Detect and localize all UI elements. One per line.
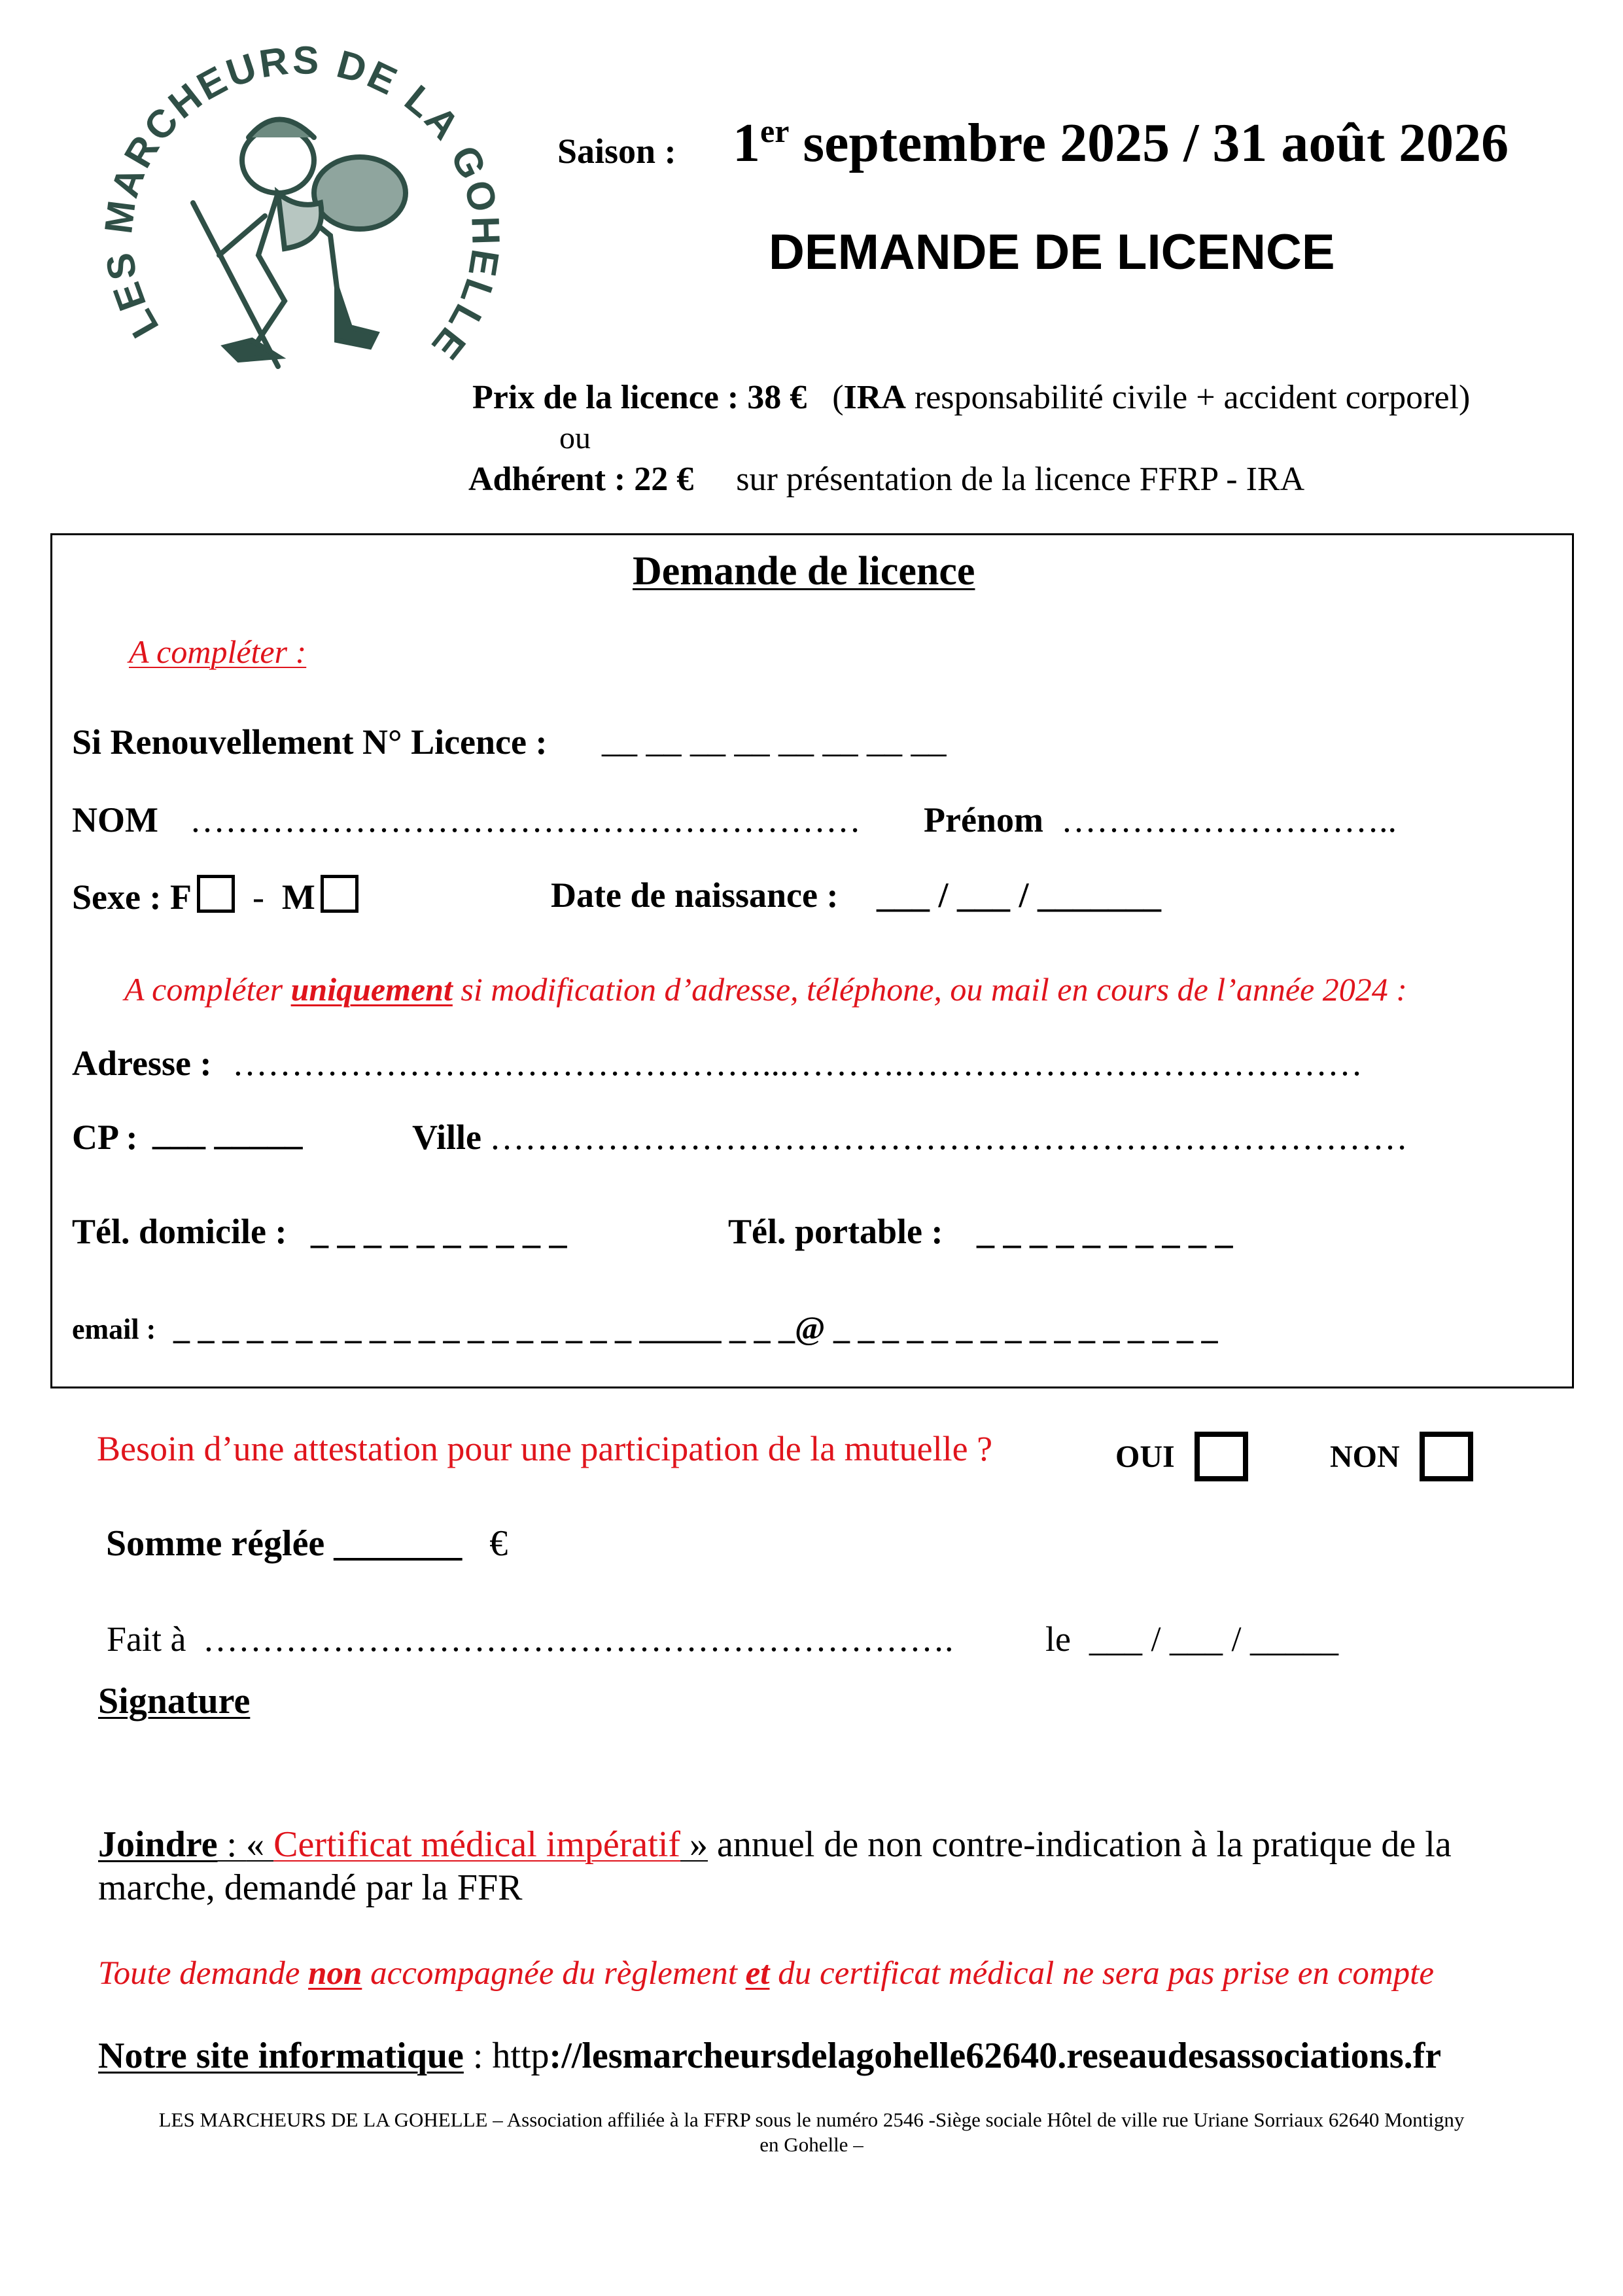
fait-label: Fait à — [107, 1619, 186, 1659]
somme-label: Somme réglée — [106, 1523, 325, 1564]
cp-label: CP : — [72, 1118, 138, 1157]
website-url[interactable]: ://lesmarcheursdelagohelle62640.reseaudesassociations.fr — [549, 2036, 1442, 2076]
logo-text: LES MARCHEURS DE LA GOHELLE — [96, 39, 507, 370]
price-ira: IRA — [843, 379, 906, 416]
fait-field[interactable]: ………………………………………………………. — [203, 1619, 954, 1659]
attestation-question: Besoin d’une attestation pour une participation de la mutuelle ? — [97, 1429, 993, 1468]
website-line — [98, 2035, 1441, 2077]
website-sep: : — [463, 2036, 493, 2076]
season-day: 1 — [733, 113, 760, 173]
non-label: NON — [1330, 1439, 1400, 1474]
renewal-field[interactable]: __ __ __ __ __ __ __ __ — [602, 720, 947, 760]
price-line — [472, 378, 1470, 417]
joindre-rest: annuel de non contre-indication à la pratique de la — [708, 1824, 1452, 1865]
modif-notice — [124, 970, 1407, 1008]
sexe-m-label: M — [281, 877, 315, 917]
oui-option — [1115, 1432, 1248, 1481]
joindre-line2: marche, demandé par la FFR — [98, 1867, 523, 1908]
prenom-label: Prénom — [924, 800, 1043, 839]
non-checkbox[interactable] — [1420, 1432, 1473, 1481]
email-blanks-b: _ _ _ _ _ _ _ _ _ _ _ _ _ _ _ _ — [833, 1309, 1218, 1346]
sexe-row — [72, 875, 358, 917]
season-sup: er — [760, 113, 790, 149]
season-label: Saison : — [557, 132, 676, 171]
price-paren: ( — [832, 379, 844, 416]
joindre-line — [98, 1824, 1452, 1865]
ville-label: Ville — [412, 1118, 481, 1157]
joindre-colon: : — [217, 1824, 247, 1865]
logo — [62, 39, 507, 406]
warning-p2: accompagnée du règlement — [362, 1955, 746, 1992]
cert-text: Certificat médical impératif — [273, 1824, 681, 1865]
joindre-label: Joindre — [98, 1824, 218, 1865]
quote-close: » — [680, 1824, 708, 1865]
warning-p1: Toute demande — [98, 1955, 309, 1992]
warning-non: non — [308, 1955, 362, 1992]
non-option — [1330, 1432, 1473, 1481]
oui-label: OUI — [1115, 1439, 1175, 1474]
warning-et: et — [745, 1955, 770, 1992]
modif-prefix: A compléter — [124, 971, 291, 1008]
footer-line1: LES MARCHEURS DE LA GOHELLE – Association affiliée à la FFRP sous le numéro 2546 -Siège sociale Hôtel de ville rue Uriane Sorriaux 62640 Montigny — [158, 2108, 1465, 2131]
warning-p3: du certificat médical ne sera pas prise en compte — [769, 1955, 1434, 1992]
email-label: email : — [72, 1313, 156, 1345]
modif-suffix: si modification d’adresse, téléphone, ou mail en cours de l’année 2024 : — [452, 971, 1407, 1008]
sexe-label: Sexe : F — [72, 877, 192, 917]
currency: € — [489, 1523, 508, 1564]
somme-field[interactable]: _______ — [334, 1523, 462, 1564]
sexe-f-checkbox[interactable] — [197, 875, 235, 913]
footer-line2: en Gohelle – — [759, 2133, 864, 2156]
member-desc: sur présentation de la licence FFRP - IRA — [736, 461, 1305, 498]
season-rest: septembre 2025 / 31 août 2026 — [803, 113, 1509, 173]
email-blanks-a: _ _ _ _ _ _ _ _ _ _ _ _ _ _ _ _ _ _ _ _____ _ _ _ — [173, 1309, 795, 1346]
tel-port-label: Tél. portable : — [728, 1212, 943, 1251]
website-http: http — [492, 2036, 550, 2076]
quote-open: « — [246, 1824, 274, 1865]
oui-checkbox[interactable] — [1195, 1432, 1248, 1481]
nom-label: NOM — [72, 800, 158, 839]
le-label: le — [1045, 1619, 1071, 1659]
complete-label: A compléter : — [129, 633, 307, 670]
price-label: Prix de la licence : 38 € — [472, 379, 807, 416]
signature-label: Signature — [98, 1681, 251, 1722]
email-field[interactable] — [173, 1309, 1218, 1347]
tel-dom-field[interactable]: _ _ _ _ _ _ _ _ _ _ — [311, 1212, 567, 1251]
date-field[interactable]: ___ / ___ / _____ — [1089, 1619, 1339, 1659]
form-title: Demande de licence — [633, 549, 975, 593]
email-at: @ — [795, 1309, 826, 1346]
hiker-logo-icon — [62, 39, 507, 406]
website-label: Notre site informatique — [98, 2036, 464, 2076]
modif-emph: uniquement — [290, 971, 453, 1008]
cp-field[interactable]: ___ _____ — [152, 1113, 303, 1152]
warning — [98, 1954, 1434, 1992]
member-line — [468, 460, 1304, 499]
member-label: Adhérent : 22 € — [468, 461, 694, 498]
sexe-sep: - — [252, 877, 264, 917]
page-title: DEMANDE DE LICENCE — [769, 224, 1335, 280]
renewal-label: Si Renouvellement N° Licence : — [72, 722, 548, 762]
price-desc: responsabilité civile + accident corporel) — [905, 379, 1471, 416]
dob-label: Date de naissance : — [551, 875, 839, 915]
nom-field[interactable]: ………………………………………………… — [190, 800, 861, 839]
sexe-m-checkbox[interactable] — [321, 875, 358, 913]
tel-port-field[interactable]: _ _ _ _ _ _ _ _ _ _ — [977, 1212, 1233, 1251]
season-dates — [733, 111, 1509, 175]
ville-field[interactable]: …………………………………………………………………… — [489, 1118, 1408, 1157]
price-or: ou — [559, 421, 591, 455]
adresse-field[interactable]: ………………………………………...……….………………………………… — [232, 1044, 1363, 1083]
dob-field[interactable]: ___ / ___ / _______ — [877, 875, 1162, 915]
adresse-label: Adresse : — [72, 1044, 212, 1083]
prenom-field[interactable]: ……………………….. — [1061, 800, 1397, 839]
somme-row — [106, 1523, 508, 1564]
tel-dom-label: Tél. domicile : — [72, 1212, 287, 1251]
